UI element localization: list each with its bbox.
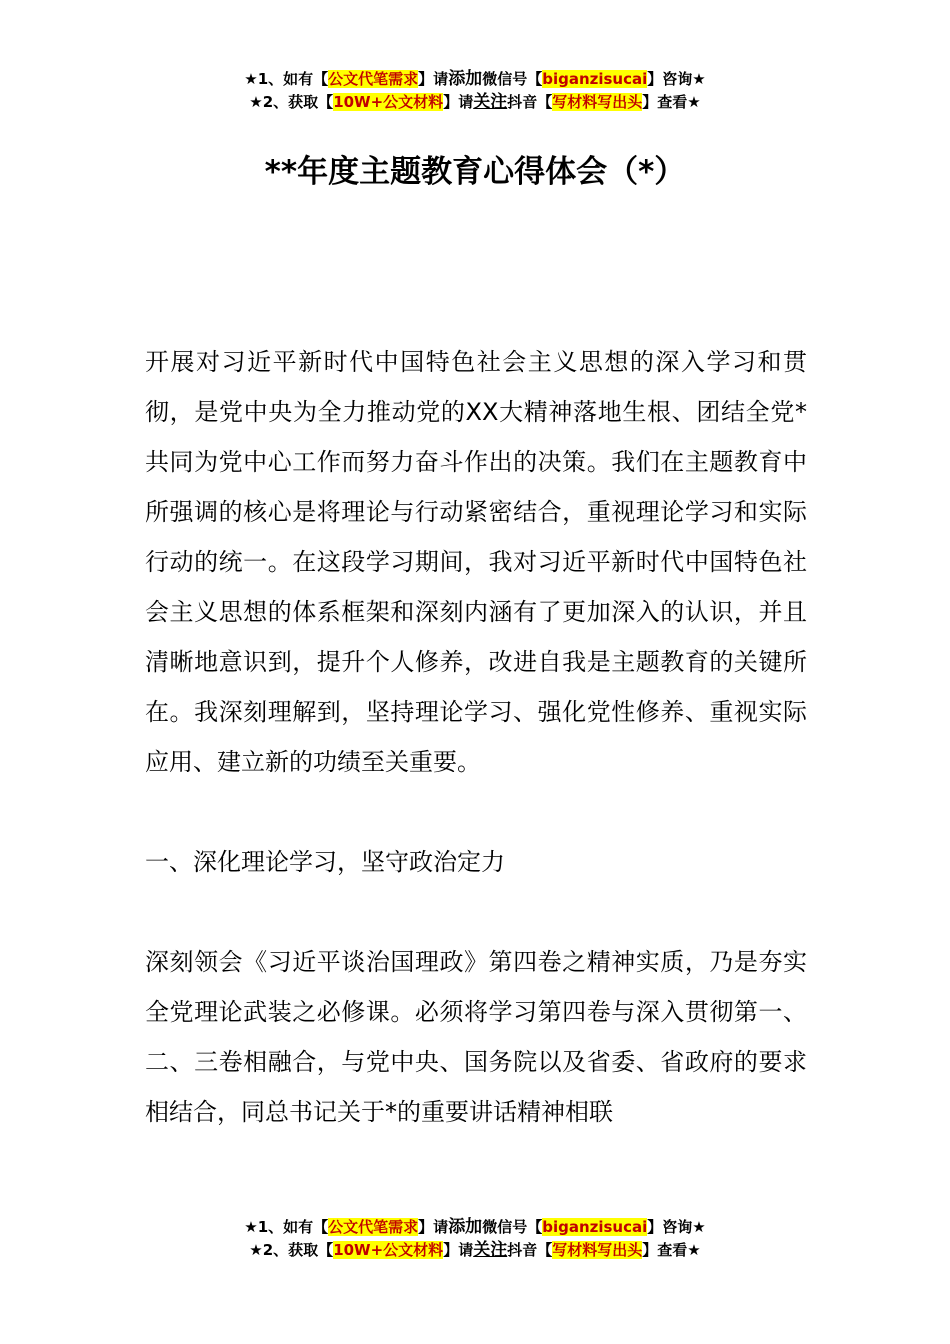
banner-text: 】请 — [418, 70, 449, 88]
section-heading: 一、深化理论学习，坚守政治定力 — [145, 848, 505, 876]
banner-line-2 — [0, 91, 950, 114]
banner-highlight: 写材料写出头 — [552, 93, 643, 111]
banner-text: ★2、获取【 — [249, 1241, 334, 1259]
document-body — [145, 337, 807, 1137]
banner-text: 】请 — [443, 1241, 474, 1259]
banner-text: 】咨询★ — [647, 1218, 706, 1236]
banner-text: 】请 — [443, 93, 474, 111]
banner-text: 】咨询★ — [647, 70, 706, 88]
banner-text: 】请 — [418, 1218, 449, 1236]
banner-text: 微信号【 — [482, 70, 543, 88]
banner-emphasis: 关注 — [473, 1240, 508, 1260]
banner-text: 】查看★ — [642, 93, 701, 111]
banner-highlight: 公文代笔需求 — [328, 70, 419, 88]
banner-highlight: 公文代笔需求 — [328, 1218, 419, 1236]
banner-text: ★2、获取【 — [249, 93, 334, 111]
banner-line-1 — [0, 1216, 950, 1239]
banner-highlight: 10W+公文材料 — [333, 1241, 444, 1259]
body-paragraph: 深刻领会《习近平谈治国理政》第四卷之精神实质，乃是夯实全党理论武装之必修课。必须将学习第四卷与深入贯彻第一、二、三卷相融合，与党中央、国务院以及省委、省政府的要求相结合，同总书记关于*的重要讲话精神相联 — [145, 948, 807, 1126]
banner-text: ★1、如有【 — [244, 70, 329, 88]
document-title: **年度主题教育心得体会（*） — [264, 154, 686, 190]
banner-highlight: 写材料写出头 — [552, 1241, 643, 1259]
banner-text: 抖音【 — [507, 1241, 553, 1259]
banner-highlight: biganzisucai — [542, 70, 648, 88]
intro-paragraph: 开展对习近平新时代中国特色社会主义思想的深入学习和贯彻，是党中央为全力推动党的XX大精神落地生根、团结全党*共同为党中心工作而努力奋斗作出的决策。我们在主题教育中所强调的核心是将理论与行动紧密结合，重视理论学习和实际行动的统一。在这段学习期间，我对习近平新时代中国特色社会主义思想的体系框架和深刻内涵有了更加深入的认识，并且清晰地意识到，提升个人修养，改进自我是主题教育的关键所在。我深刻理解到，坚持理论学习、强化党性修养、重视实际应用、建立新的功绩至关重要。 — [145, 348, 807, 776]
banner-highlight: biganzisucai — [542, 1218, 648, 1236]
banner-line-2 — [0, 1239, 950, 1262]
banner-highlight: 10W+公文材料 — [333, 93, 444, 111]
banner-emphasis: 关注 — [473, 92, 508, 112]
banner-text: 】查看★ — [642, 1241, 701, 1259]
banner-line-1 — [0, 68, 950, 91]
banner-text: 抖音【 — [507, 93, 553, 111]
banner-text: ★1、如有【 — [244, 1218, 329, 1236]
bottom-banner — [0, 1216, 950, 1262]
top-banner — [0, 68, 950, 114]
banner-text: 微信号【 — [482, 1218, 543, 1236]
banner-emphasis: 添加 — [448, 69, 483, 89]
banner-emphasis: 添加 — [448, 1217, 483, 1237]
